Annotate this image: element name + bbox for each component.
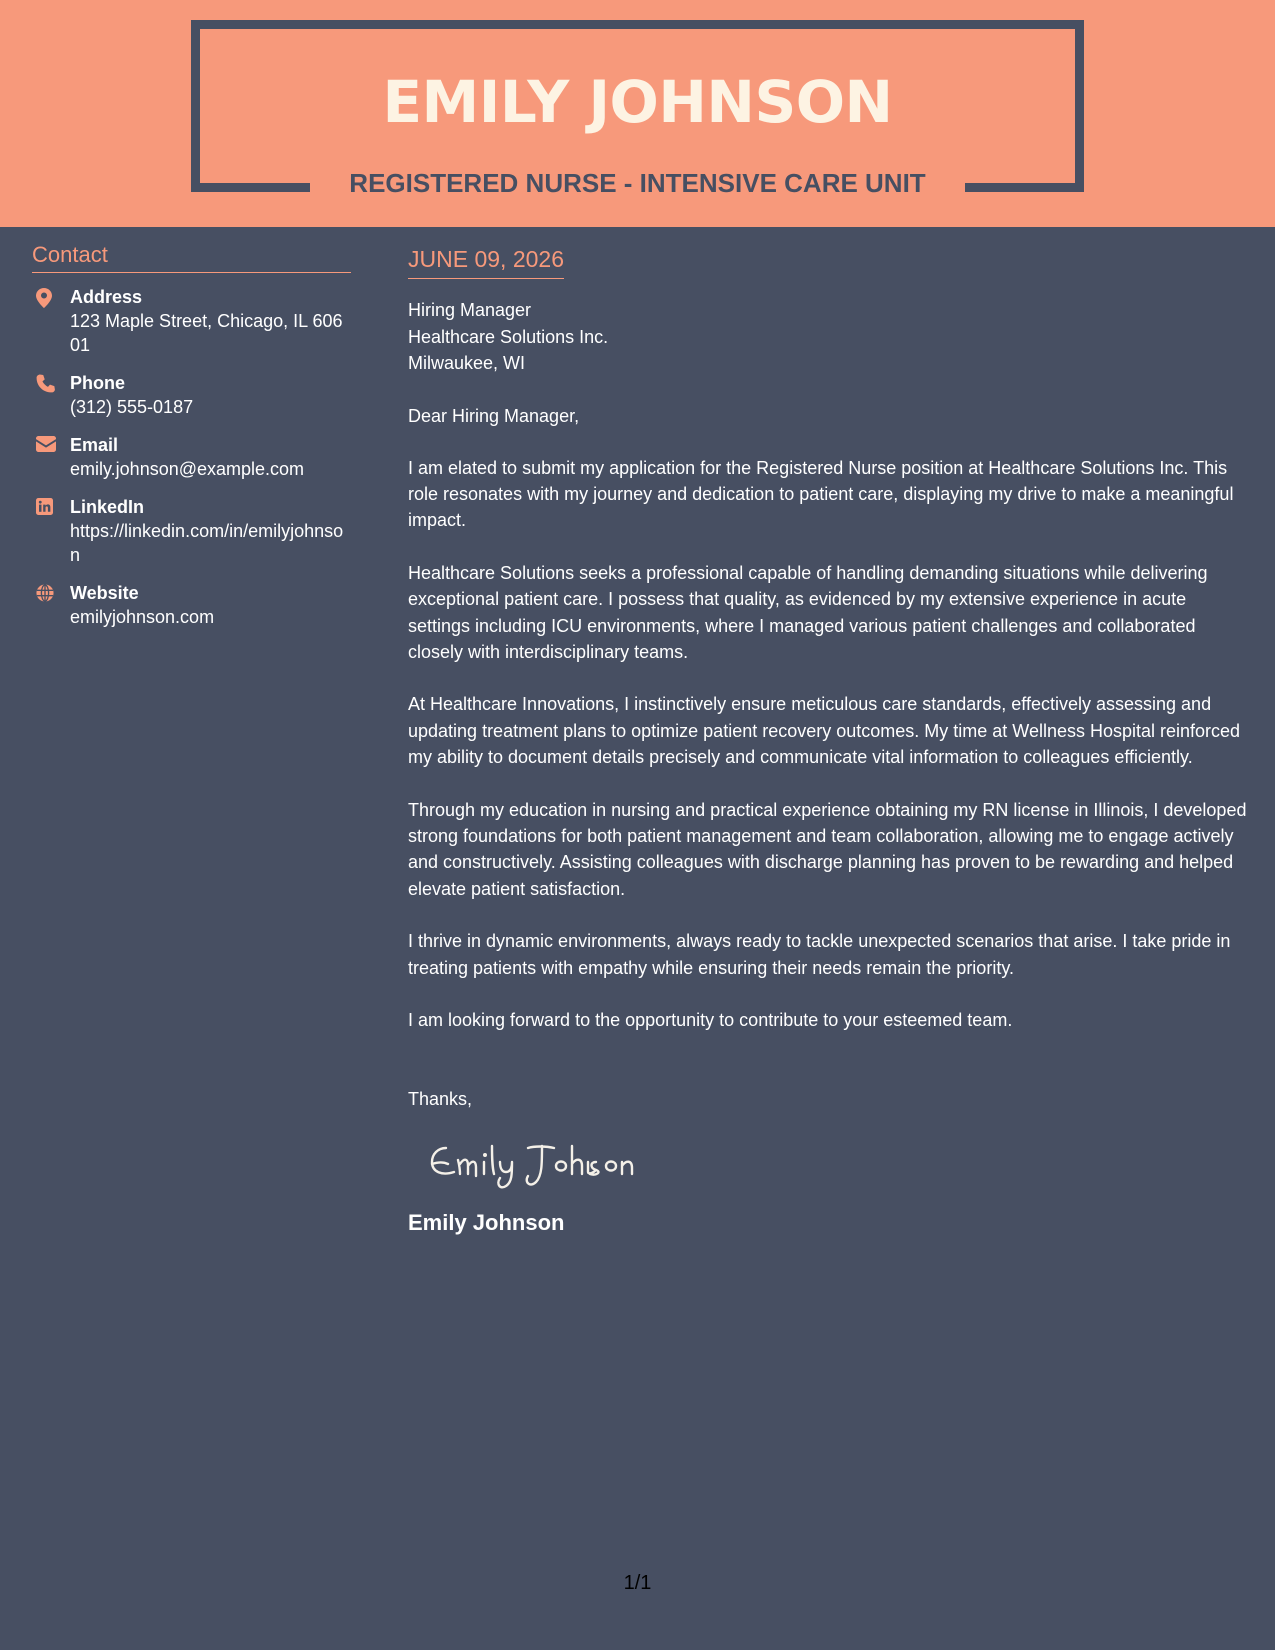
contact-item-website bbox=[32, 581, 351, 629]
contact-item-email bbox=[32, 433, 351, 481]
paragraph: At Healthcare Innovations, I instinctively ensure meticulous care standards, effectively assessing and updating treatment plans to optimize patient recovery outcomes. My time at Wellness Hospital reinforced my ability to document details precisely and communicate vital information to colleagues efficiently. bbox=[408, 694, 1241, 768]
paragraph: Healthcare Solutions seeks a professional capable of handling demanding situations while delivering exceptional patient care. I possess that quality, as evidenced by my extensive experience in acute settings including ICU environments, where I managed various patient challenges and collaborated closely with interdisciplinary teams. bbox=[408, 562, 1208, 662]
job-title: REGISTERED NURSE - INTENSIVE CARE UNIT bbox=[349, 168, 926, 198]
contact-heading: Contact bbox=[32, 240, 351, 273]
paragraph: Through my education in nursing and practical experience obtaining my RN license in Illinois, I developed strong foundations for both patient management and team collaboration, allowing me to engage actively and constructively. Assisting colleagues with discharge planning has proven to be rewarding and helped elevate patient satisfaction. bbox=[408, 799, 1247, 899]
website-value: emilyjohnson.com bbox=[70, 607, 215, 627]
contact-item-linkedin bbox=[32, 495, 351, 567]
paragraph: I am looking forward to the opportunity to contribute to your esteemed team. bbox=[408, 1010, 1013, 1030]
recipient-block bbox=[408, 297, 1253, 377]
linkedin-icon bbox=[32, 495, 70, 567]
envelope-icon bbox=[32, 433, 70, 481]
salutation: Dear Hiring Manager, bbox=[408, 405, 580, 426]
address-value: 123 Maple Street, Chicago, IL 60601 bbox=[70, 311, 343, 355]
paragraph: I thrive in dynamic environments, always ready to tackle unexpected scenarios that arise. I take pride in treating patients with empathy while ensuring their needs remain the priority. bbox=[408, 931, 1231, 978]
contact-label: Phone bbox=[70, 373, 126, 393]
linkedin-value: https://linkedin.com/in/emilyjohnson bbox=[70, 521, 344, 565]
signer-name: Emily Johnson bbox=[408, 1210, 565, 1236]
applicant-name: EMILY JOHNSON bbox=[382, 68, 893, 136]
paragraph: I am elated to submit my application for the Registered Nurse position at Healthcare Solutions Inc. This role resonates with my journey and dedication to patient care, displaying my drive to make a meaningful impact. bbox=[408, 457, 1234, 531]
phone-icon bbox=[32, 371, 70, 419]
email-value: emily.johnson@example.com bbox=[70, 459, 305, 479]
page-number: 1/1 bbox=[623, 1572, 652, 1594]
recipient-line: Milwaukee, WI bbox=[408, 353, 526, 373]
header-banner bbox=[0, 0, 1275, 227]
contact-label: Website bbox=[70, 583, 139, 603]
recipient-line: Hiring Manager bbox=[408, 300, 532, 320]
contact-item-phone bbox=[32, 371, 351, 419]
recipient-line: Healthcare Solutions Inc. bbox=[408, 326, 609, 347]
contact-label: Address bbox=[70, 287, 143, 307]
contact-sidebar bbox=[32, 240, 351, 643]
closing: Thanks, bbox=[408, 1089, 473, 1110]
frame-top-bar bbox=[191, 20, 1084, 29]
letter-date: JUNE 09, 2026 bbox=[408, 244, 564, 279]
phone-value: (312) 555-0187 bbox=[70, 397, 194, 417]
contact-label: LinkedIn bbox=[70, 497, 145, 517]
map-pin-icon bbox=[32, 285, 70, 357]
contact-label: Email bbox=[70, 435, 119, 455]
letter-body bbox=[408, 244, 1253, 1238]
contact-item-address bbox=[32, 285, 351, 357]
globe-icon bbox=[32, 581, 70, 629]
handwritten-signature bbox=[424, 1134, 1253, 1194]
